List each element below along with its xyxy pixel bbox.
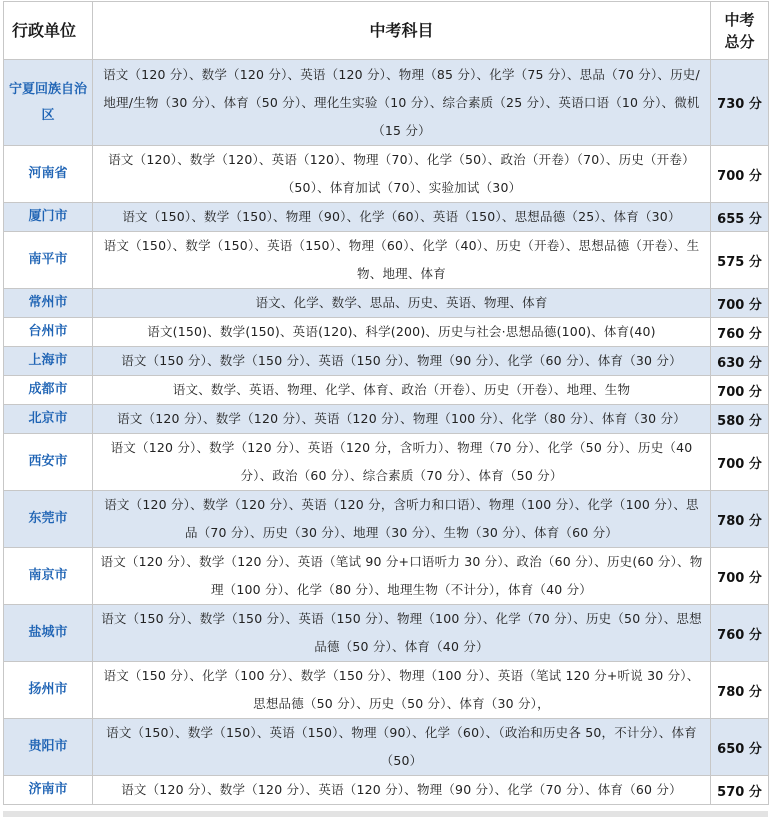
table-row <box>4 719 769 776</box>
row-subjects: 语文（150）、数学（150）、英语（150）、物理（60）、化学（40）、历史（开卷）、思想品德（开卷）、生物、地理、体育 <box>93 232 711 289</box>
table-row <box>4 232 769 289</box>
exam-subjects-table <box>3 1 769 805</box>
header-total-line2: 总分 <box>724 32 755 51</box>
row-unit[interactable]: 台州市 <box>4 318 93 347</box>
row-unit[interactable]: 成都市 <box>4 376 93 405</box>
row-total: 570 分 <box>711 776 769 805</box>
row-total: 700 分 <box>711 376 769 405</box>
header-subjects: 中考科目 <box>93 2 711 60</box>
row-unit[interactable]: 扬州市 <box>4 662 93 719</box>
row-subjects: 语文、数学、英语、物理、化学、体育、政治（开卷）、历史（开卷）、地理、生物 <box>93 376 711 405</box>
table-row <box>4 491 769 548</box>
row-total: 700 分 <box>711 289 769 318</box>
row-total: 780 分 <box>711 662 769 719</box>
table-row <box>4 318 769 347</box>
row-unit[interactable]: 贵阳市 <box>4 719 93 776</box>
header-unit: 行政单位 <box>4 2 93 60</box>
row-subjects: 语文（150）、数学（150）、英语（150）、物理（90）、化学（60）、（政治和历史各 50，不计分）、体育（50） <box>93 719 711 776</box>
bottom-scroll-edge <box>3 811 768 817</box>
table-row <box>4 548 769 605</box>
row-total: 700 分 <box>711 548 769 605</box>
table-row <box>4 405 769 434</box>
row-subjects: 语文（120 分）、数学（120 分）、英语（120 分，含听力和口语）、物理（100 分）、化学（100 分）、思品（70 分）、历史（30 分）、地理（30 分）、生物（30 分）、体育（60 分） <box>93 491 711 548</box>
table-row <box>4 60 769 146</box>
row-subjects: 语文（120 分）、数学（120 分）、英语（120 分）、物理（100 分）、化学（80 分）、体育（30 分） <box>93 405 711 434</box>
header-total-line1: 中考 <box>724 10 755 29</box>
row-total: 650 分 <box>711 719 769 776</box>
table-row <box>4 203 769 232</box>
row-subjects: 语文（120 分）、数学（120 分）、英语（笔试 90 分+口语听力 30 分）、政治（60 分）、历史(60 分）、物理（100 分）、化学（80 分）、地理生物（不计分），体育（40 分） <box>93 548 711 605</box>
header-total <box>711 2 769 60</box>
table-row <box>4 146 769 203</box>
row-unit[interactable]: 上海市 <box>4 347 93 376</box>
row-subjects: 语文（120 分）、数学（120 分）、英语（120 分，含听力）、物理（70 分）、化学（50 分）、历史（40 分）、政治（60 分）、综合素质（70 分）、体育（50 分） <box>93 434 711 491</box>
row-unit[interactable]: 宁夏回族自治区 <box>4 60 93 146</box>
row-total: 700 分 <box>711 146 769 203</box>
row-total: 760 分 <box>711 318 769 347</box>
row-total: 700 分 <box>711 434 769 491</box>
row-total: 630 分 <box>711 347 769 376</box>
table-row <box>4 376 769 405</box>
row-total: 780 分 <box>711 491 769 548</box>
table-row <box>4 434 769 491</box>
row-subjects: 语文（150 分）、化学（100 分）、数学（150 分）、物理（100 分）、英语（笔试 120 分+听说 30 分）、思想品德（50 分）、历史（50 分）、体育（30 分）， <box>93 662 711 719</box>
row-subjects: 语文(150)、数学(150)、英语(120)、科学(200)、历史与社会·思想品德(100)、体育(40) <box>93 318 711 347</box>
row-unit[interactable]: 济南市 <box>4 776 93 805</box>
row-unit[interactable]: 河南省 <box>4 146 93 203</box>
row-unit[interactable]: 南京市 <box>4 548 93 605</box>
table-body <box>4 60 769 805</box>
row-unit[interactable]: 北京市 <box>4 405 93 434</box>
table-row <box>4 347 769 376</box>
row-subjects: 语文（120）、数学（120）、英语（120）、物理（70）、化学（50）、政治（开卷）（70）、历史（开卷）（50）、体育加试（70）、实验加试（30） <box>93 146 711 203</box>
row-unit[interactable]: 常州市 <box>4 289 93 318</box>
row-total: 760 分 <box>711 605 769 662</box>
header-row <box>4 2 769 60</box>
table-row <box>4 776 769 805</box>
row-subjects: 语文、化学、数学、思品、历史、英语、物理、体育 <box>93 289 711 318</box>
row-total: 580 分 <box>711 405 769 434</box>
row-unit[interactable]: 南平市 <box>4 232 93 289</box>
row-unit[interactable]: 东莞市 <box>4 491 93 548</box>
table-row <box>4 605 769 662</box>
row-subjects: 语文（120 分）、数学（120 分）、英语（120 分）、物理（85 分）、化学（75 分）、思品（70 分）、历史/地理/生物（30 分）、体育（50 分）、理化生实验（10 分）、综合素质（25 分）、英语口语（10 分）、微机（15 分） <box>93 60 711 146</box>
row-total: 655 分 <box>711 203 769 232</box>
row-total: 575 分 <box>711 232 769 289</box>
row-subjects: 语文（120 分）、数学（120 分）、英语（120 分）、物理（90 分）、化学（70 分）、体育（60 分） <box>93 776 711 805</box>
row-subjects: 语文（150 分）、数学（150 分）、英语（150 分）、物理（100 分）、化学（70 分）、历史（50 分）、思想品德（50 分）、体育（40 分） <box>93 605 711 662</box>
row-unit[interactable]: 厦门市 <box>4 203 93 232</box>
row-total: 730 分 <box>711 60 769 146</box>
row-subjects: 语文（150）、数学（150）、物理（90）、化学（60）、英语（150）、思想品德（25）、体育（30） <box>93 203 711 232</box>
table-row <box>4 662 769 719</box>
row-subjects: 语文（150 分）、数学（150 分）、英语（150 分）、物理（90 分）、化学（60 分）、体育（30 分） <box>93 347 711 376</box>
row-unit[interactable]: 西安市 <box>4 434 93 491</box>
table-row <box>4 289 769 318</box>
row-unit[interactable]: 盐城市 <box>4 605 93 662</box>
